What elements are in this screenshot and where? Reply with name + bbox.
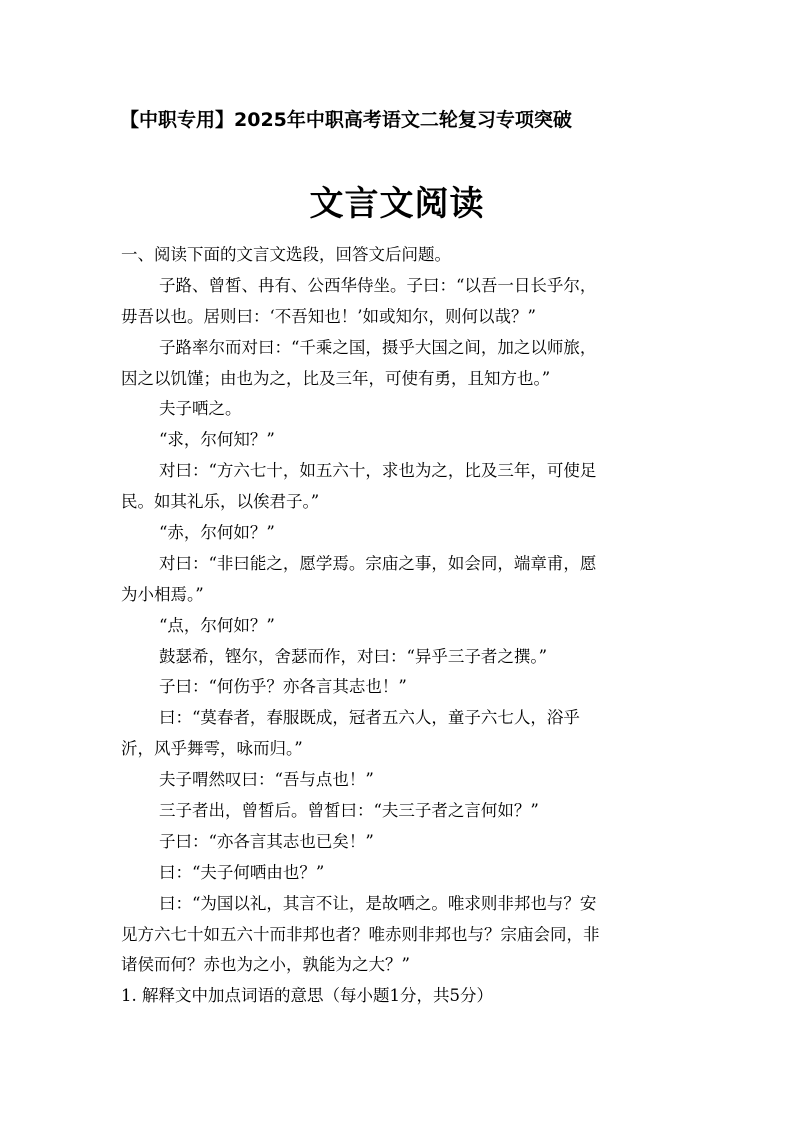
document-title: 文言文阅读 — [309, 184, 485, 224]
passage-line: 夫子喟然叹曰：“吾与点也！” — [159, 770, 374, 790]
passage-line: “求，尔何知？” — [159, 430, 275, 450]
question-1: 1. 解释文中加点词语的意思（每小题1分，共5分） — [121, 986, 493, 1006]
passage-line: 毋吾以也。居则曰：‘不吾知也！’如或知尔，则何以哉？” — [121, 306, 536, 326]
passage-line: 对曰：“非曰能之，愿学焉。宗庙之事，如会同，端章甫，愿 — [159, 553, 597, 573]
passage-line: 子曰：“亦各言其志也已矣！” — [159, 831, 374, 851]
passage-line: 曰：“莫春者，春服既成，冠者五六人，童子六七人，浴乎 — [159, 708, 580, 728]
passage-line: 曰：“夫子何哂由也？” — [159, 862, 325, 882]
passage-line: 对曰：“方六七十，如五六十，求也为之，比及三年，可使足 — [159, 461, 597, 481]
passage-line: “点，尔何如？” — [159, 615, 275, 635]
passage-line: 鼓瑟希，铿尔，舍瑟而作，对曰：“异乎三子者之撰。” — [159, 646, 548, 666]
passage-line: 三子者出，曾皙后。曾皙曰：“夫三子者之言何如？” — [159, 801, 539, 821]
passage-line: 沂，风乎舞雩，咏而归。” — [121, 739, 303, 759]
question-instruction: 一、阅读下面的文言文选段，回答文后问题。 — [121, 245, 451, 264]
passage-line: 诸侯而何？赤也为之小，孰能为之大？” — [121, 955, 410, 975]
passage-line: 夫子哂之。 — [159, 399, 242, 419]
passage-line: 子曰：“何伤乎？亦各言其志也！” — [159, 677, 407, 697]
passage-line: 因之以饥馑；由也为之，比及三年，可使有勇，且知方也。” — [121, 368, 551, 388]
passage-body — [121, 240, 665, 1012]
passage-line: 民。如其礼乐，以俟君子。” — [121, 492, 320, 512]
passage-line: 见方六七十如五六十而非邦也者？唯赤则非邦也与？宗庙会同，非 — [121, 924, 600, 944]
passage-line: 曰：“为国以礼，其言不让，是故哂之。唯求则非邦也与？安 — [159, 893, 597, 913]
header-title: 【中职专用】2025年中职高考语文二轮复习专项突破 — [120, 109, 572, 131]
passage-line: “赤，尔何如？” — [159, 523, 275, 543]
passage-line: 子路率尔而对曰：“千乘之国，摄乎大国之间，加之以师旅， — [159, 337, 597, 357]
passage-line: 为小相焉。” — [121, 584, 204, 604]
passage-line: 子路、曾皙、冉有、公西华侍坐。子曰：“以吾一日长乎尔， — [159, 275, 597, 295]
